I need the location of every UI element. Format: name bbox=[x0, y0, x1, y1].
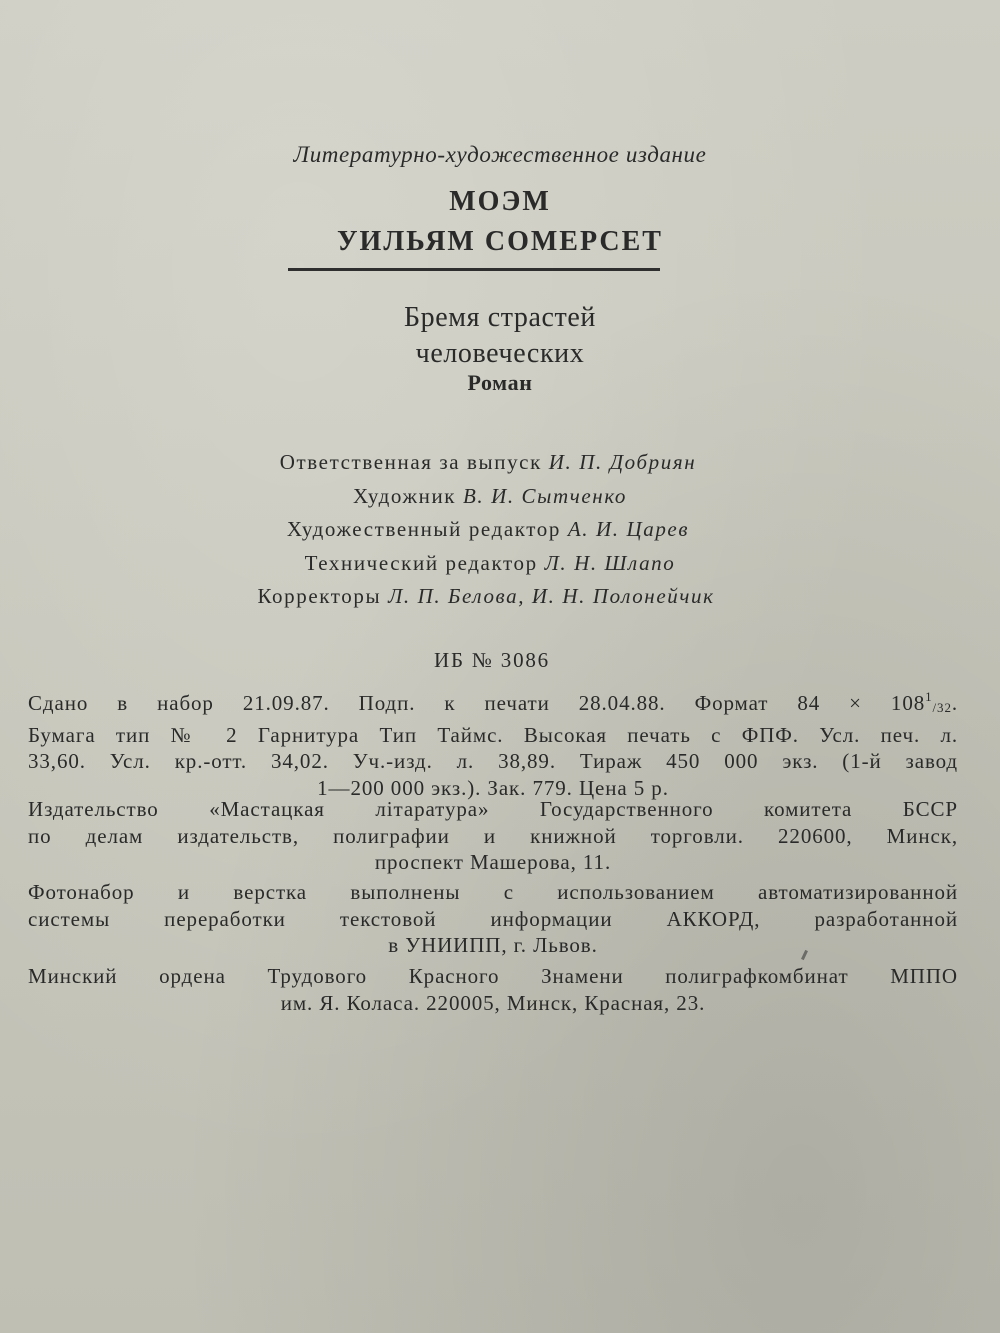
credit-person: Л. П. Белова, И. Н. Полонейчик bbox=[388, 584, 715, 608]
publisher-line: по делам издательств, полиграфии и книжной торговли. 220600, Минск, bbox=[28, 823, 958, 848]
format-subscript: /32 bbox=[932, 700, 952, 715]
credit-artist bbox=[0, 484, 990, 509]
credit-tech-editor bbox=[0, 551, 990, 576]
credit-person: И. П. Добриян bbox=[548, 450, 697, 474]
book-title-line-1: Бремя страстей bbox=[403, 302, 596, 333]
typesetting-line: Фотонабор и верстка выполнены с использованием автоматизированной bbox=[28, 880, 958, 904]
print-data-line: 33,60. Усл. кр.-отт. 34,02. Уч.-изд. л. 38,89. Тираж 450 000 экз. (1-й завод bbox=[28, 749, 958, 773]
ib-number: ИБ № 3086 bbox=[434, 648, 550, 672]
printer-line: Минский ордена Трудового Красного Знамени полиграфкомбинат МППО bbox=[28, 964, 958, 988]
author-name: УИЛЬЯМ СОМЕРСЕТ bbox=[337, 226, 663, 257]
print-data-line: Бумага тип № 2 Гарнитура Тип Таймс. Высокая печать с ФПФ. Усл. печ. л. bbox=[28, 722, 958, 747]
typesetting-line: системы переработки текстовой информации АККОРД, разработанной bbox=[28, 906, 958, 931]
credit-role: Художник bbox=[352, 484, 457, 508]
print-data-line: 1—200 000 экз.). Зак. 779. Цена 5 р. bbox=[317, 775, 669, 800]
format-superscript: 1 bbox=[925, 689, 933, 704]
credit-person: А. И. Царев bbox=[567, 517, 690, 541]
print-data-text: Сдано в набор 21.09.87. Подп. к печати 28.04.88. Формат 84 × 108 bbox=[28, 691, 926, 715]
typesetting-line: в УНИИПП, г. Львов. bbox=[388, 933, 598, 957]
credit-art-editor bbox=[0, 517, 988, 542]
credit-role: Художественный редактор bbox=[286, 517, 562, 541]
edition-type: Литературно-художественное издание bbox=[293, 142, 707, 167]
credit-role: Корректоры bbox=[257, 584, 382, 608]
credit-responsible bbox=[0, 450, 988, 475]
credit-proofreaders bbox=[0, 584, 986, 609]
credit-person: В. И. Сытченко bbox=[462, 484, 628, 508]
print-data-paragraph bbox=[28, 684, 958, 801]
author-surname: МОЭМ bbox=[449, 186, 551, 217]
book-title-line-2: человеческих bbox=[415, 338, 585, 369]
printer-paragraph bbox=[28, 963, 958, 1016]
book-genre: Роман bbox=[467, 370, 533, 395]
print-data-line bbox=[28, 684, 958, 722]
credit-role: Ответственная за выпуск bbox=[279, 450, 542, 474]
title-divider bbox=[288, 268, 660, 271]
print-data-end: . bbox=[951, 691, 958, 715]
publisher-paragraph bbox=[28, 796, 958, 876]
credit-person: Л. Н. Шлапо bbox=[544, 551, 676, 575]
printer-line: им. Я. Коласа. 220005, Минск, Красная, 23. bbox=[280, 990, 706, 1015]
typesetting-paragraph bbox=[28, 879, 958, 959]
credit-role: Технический редактор bbox=[304, 551, 538, 575]
publisher-line: Издательство «Мастацкая літаратура» Государственного комитета БССР bbox=[28, 797, 958, 821]
publisher-line: проспект Машерова, 11. bbox=[374, 850, 612, 874]
